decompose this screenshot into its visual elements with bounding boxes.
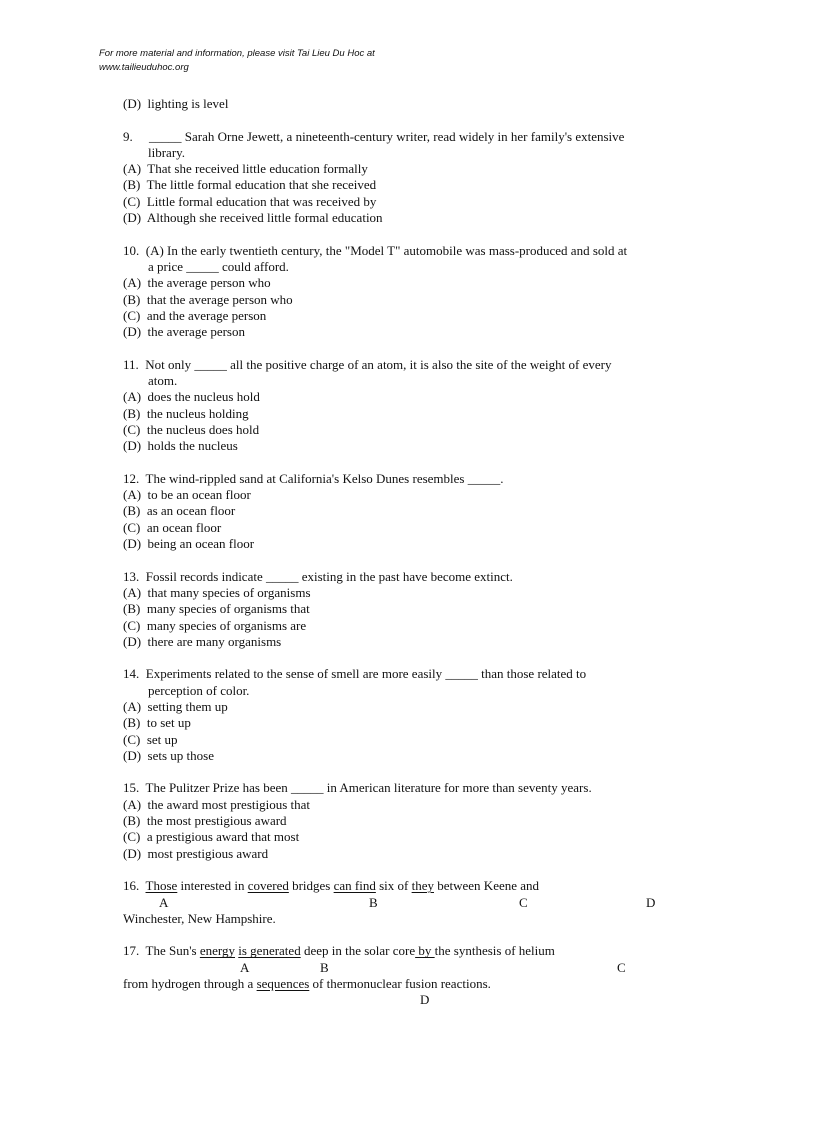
q10-stem-cont: a price _____ could afford. xyxy=(148,258,289,274)
q17-letter-row xyxy=(123,960,723,976)
question-15 xyxy=(123,780,723,861)
q15-stem: 15. The Pulitzer Prize has been _____ in American literature for more than seventy years. xyxy=(123,780,592,796)
question-list xyxy=(123,96,723,1009)
header-line-1: For more material and information, please visit Tai Lieu Du Hoc at xyxy=(99,48,375,59)
q13-option-c: (C) many species of organisms are xyxy=(123,617,307,633)
q13-option-a: (A) that many species of organisms xyxy=(123,584,311,600)
q17-underline-c: by xyxy=(415,943,435,959)
q10-option-c: (C) and the average person xyxy=(123,307,267,323)
q12-option-c: (C) an ocean floor xyxy=(123,519,222,535)
q16-sentence-cont: Winchester, New Hampshire. xyxy=(123,910,276,926)
question-9 xyxy=(123,129,723,227)
q17-letter-row-2 xyxy=(123,992,723,1008)
q10-option-b: (B) that the average person who xyxy=(123,291,293,307)
q17-number: 17. xyxy=(123,943,146,959)
q17-sentence xyxy=(123,943,723,959)
q17-letter-a: A xyxy=(240,959,250,975)
q14-option-b: (B) to set up xyxy=(123,715,191,731)
q16-underline-b: covered xyxy=(247,878,289,894)
q12-option-b: (B) as an ocean floor xyxy=(123,503,236,519)
q9-stem: 9. _____ Sarah Orne Jewett, a nineteenth-century writer, read widely in her family's extensive xyxy=(123,128,625,144)
q12-stem: 12. The wind-rippled sand at California's Kelso Dunes resembles _____. xyxy=(123,470,504,486)
question-17 xyxy=(123,943,723,1008)
q17-sentence-cont xyxy=(123,976,723,992)
q9-option-c: (C) Little formal education that was received by xyxy=(123,193,377,209)
q17-letter-d: D xyxy=(420,992,430,1008)
q10-option-a: (A) the average person who xyxy=(123,275,271,291)
q16-underline-d: they xyxy=(411,878,434,894)
q11-option-b: (B) the nucleus holding xyxy=(123,405,249,421)
question-12 xyxy=(123,471,723,552)
q14-stem: 14. Experiments related to the sense of smell are more easily _____ than those related to xyxy=(123,666,587,682)
header-line-2: www.tailieuduhoc.org xyxy=(99,62,189,73)
q13-option-d: (D) there are many organisms xyxy=(123,633,282,649)
q13-stem: 13. Fossil records indicate _____ existing in the past have become extinct. xyxy=(123,568,513,584)
q15-option-c: (C) a prestigious award that most xyxy=(123,829,300,845)
question-14 xyxy=(123,666,723,764)
q17-letter-b: B xyxy=(320,959,329,975)
q12-option-d: (D) being an ocean floor xyxy=(123,536,255,552)
q11-option-a: (A) does the nucleus hold xyxy=(123,389,260,405)
q9-stem-cont: library. xyxy=(148,144,186,160)
q14-option-a: (A) setting them up xyxy=(123,698,228,714)
q17-letter-c: C xyxy=(617,959,626,975)
q14-option-c: (C) set up xyxy=(123,731,178,747)
q17-underline-a: energy xyxy=(199,943,235,959)
question-11 xyxy=(123,357,723,455)
q11-stem: 11. Not only _____ all the positive charge of an atom, it is also the site of the weight of every xyxy=(123,356,612,372)
q12-option-a: (A) to be an ocean floor xyxy=(123,487,251,503)
question-10 xyxy=(123,243,723,341)
q9-option-b: (B) The little formal education that she received xyxy=(123,177,377,193)
q16-sentence xyxy=(123,878,723,894)
page-header xyxy=(99,47,375,75)
q15-option-a: (A) the award most prestigious that xyxy=(123,796,311,812)
q14-option-d: (D) sets up those xyxy=(123,747,214,763)
q17-text: of thermonuclear fusion reactions. xyxy=(309,976,491,992)
q16-letter-d: D xyxy=(646,894,656,910)
q17-text: deep in the solar core xyxy=(300,943,416,959)
q16-letter-c: C xyxy=(519,894,528,910)
q17-underline-b: is generated xyxy=(238,943,301,959)
q14-stem-cont: perception of color. xyxy=(148,682,250,698)
q16-text: between Keene and xyxy=(434,878,540,894)
q17-underline-d: sequences xyxy=(256,976,310,992)
question-13 xyxy=(123,569,723,650)
q16-text: bridges xyxy=(288,878,334,894)
q16-text: interested in xyxy=(177,878,248,894)
q11-option-c: (C) the nucleus does hold xyxy=(123,421,260,437)
q15-option-d: (D) most prestigious award xyxy=(123,845,269,861)
q17-text: from hydrogen through a xyxy=(123,976,257,992)
q9-option-d: (D) Although she received little formal education xyxy=(123,210,383,226)
q9-option-a: (A) That she received little education formally xyxy=(123,161,368,177)
q10-stem: 10. (A) In the early twentieth century, the "Model T" automobile was mass-produced and sold at xyxy=(123,242,628,258)
q16-underline-a: Those xyxy=(145,878,178,894)
q11-stem-cont: atom. xyxy=(148,373,178,389)
question-16 xyxy=(123,878,723,927)
q13-option-b: (B) many species of organisms that xyxy=(123,601,310,617)
q16-text: six of xyxy=(375,878,412,894)
q16-letter-row xyxy=(123,895,723,911)
q16-number: 16. xyxy=(123,878,146,894)
q17-text: the synthesis of helium xyxy=(434,943,555,959)
q10-option-d: (D) the average person xyxy=(123,324,245,340)
q15-option-b: (B) the most prestigious award xyxy=(123,813,287,829)
q11-option-d: (D) holds the nucleus xyxy=(123,438,238,454)
q17-text: The Sun's xyxy=(145,943,200,959)
q16-underline-c: can find xyxy=(333,878,376,894)
q16-letter-a: A xyxy=(159,894,169,910)
q8-option-d: (D) lighting is level xyxy=(123,96,229,111)
q16-letter-b: B xyxy=(369,894,378,910)
